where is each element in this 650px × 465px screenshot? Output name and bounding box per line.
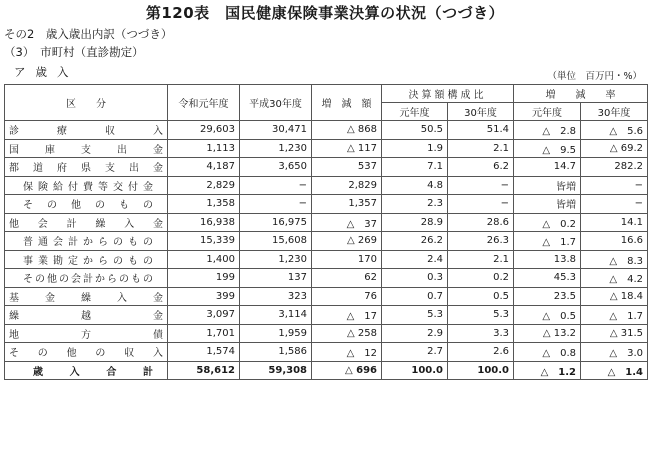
cell-rate-h30: △ 69.2 xyxy=(581,139,648,158)
row-label: 普通会計からのもの xyxy=(5,232,168,251)
row-label: 繰越金 xyxy=(5,306,168,325)
cell-comp-h30: 3.3 xyxy=(448,324,514,343)
cell-change: △ 868 xyxy=(312,121,382,140)
cell-rate-h30: △ 18.4 xyxy=(581,287,648,306)
cell-r1: 15,339 xyxy=(168,232,240,251)
cell-r1: 29,603 xyxy=(168,121,240,140)
cell-rate-r1: △ 1.2 xyxy=(514,361,581,380)
section-subtitle: その2 歳入歳出内訳（つづき） xyxy=(4,27,173,41)
cell-rate-r1: 14.7 xyxy=(514,158,581,177)
cell-r1: 1,701 xyxy=(168,324,240,343)
unit-note: （単位 百万円・%） xyxy=(547,71,642,82)
cell-r1: 4,187 xyxy=(168,158,240,177)
cell-h30: 59,308 xyxy=(240,361,312,380)
cell-rate-r1: 皆増 xyxy=(514,195,581,214)
row-label: 国庫支出金 xyxy=(5,139,168,158)
header-rate-r1: 元年度 xyxy=(514,103,581,121)
cell-rate-h30: △ 4.2 xyxy=(581,269,648,288)
cell-change: 2,829 xyxy=(312,176,382,195)
revenue-table xyxy=(4,84,648,380)
cell-comp-h30: 100.0 xyxy=(448,361,514,380)
cell-rate-r1: △ 0.8 xyxy=(514,343,581,362)
cell-comp-h30: − xyxy=(448,195,514,214)
cell-rate-r1: △ 2.8 xyxy=(514,121,581,140)
table-row xyxy=(5,139,648,158)
table-row-total xyxy=(5,361,648,380)
cell-change: △ 258 xyxy=(312,324,382,343)
table-row xyxy=(5,306,648,325)
cell-h30: 3,650 xyxy=(240,158,312,177)
header-change: 増 減 額 xyxy=(312,85,382,121)
cell-comp-h30: 5.3 xyxy=(448,306,514,325)
table-row xyxy=(5,158,648,177)
cell-rate-r1: 皆増 xyxy=(514,176,581,195)
cell-rate-h30: 16.6 xyxy=(581,232,648,251)
cell-rate-h30: △ 31.5 xyxy=(581,324,648,343)
cell-rate-h30: − xyxy=(581,195,648,214)
header-rate-h30: 30年度 xyxy=(581,103,648,121)
table-row xyxy=(5,176,648,195)
cell-rate-r1: △ 1.7 xyxy=(514,232,581,251)
page-title: 第120表 国民健康保険事業決算の状況（つづき） xyxy=(145,4,505,22)
header-rate: 増 減 率 xyxy=(514,85,648,103)
cell-h30: 15,608 xyxy=(240,232,312,251)
cell-comp-h30: 6.2 xyxy=(448,158,514,177)
cell-rate-r1: △ 0.2 xyxy=(514,213,581,232)
row-label: その他の収入 xyxy=(5,343,168,362)
cell-r1: 16,938 xyxy=(168,213,240,232)
cell-h30: − xyxy=(240,195,312,214)
table-row xyxy=(5,250,648,269)
cell-comp-h30: − xyxy=(448,176,514,195)
cell-change: 76 xyxy=(312,287,382,306)
cell-h30: 323 xyxy=(240,287,312,306)
cell-change: △ 269 xyxy=(312,232,382,251)
cell-comp-h30: 0.2 xyxy=(448,269,514,288)
row-label: 保険給付費等交付金 xyxy=(5,176,168,195)
cell-rate-r1: △ 0.5 xyxy=(514,306,581,325)
row-label: 基金繰入金 xyxy=(5,287,168,306)
cell-rate-r1: 45.3 xyxy=(514,269,581,288)
cell-comp-r1: 2.7 xyxy=(382,343,448,362)
cell-r1: 1,113 xyxy=(168,139,240,158)
cell-comp-h30: 2.1 xyxy=(448,250,514,269)
cell-r1: 1,358 xyxy=(168,195,240,214)
cell-comp-r1: 0.3 xyxy=(382,269,448,288)
cell-r1: 1,400 xyxy=(168,250,240,269)
cell-comp-r1: 2.9 xyxy=(382,324,448,343)
header-comp-r1: 元年度 xyxy=(382,103,448,121)
cell-rate-h30: △ 5.6 xyxy=(581,121,648,140)
row-label: 他会計繰入金 xyxy=(5,213,168,232)
table-row xyxy=(5,213,648,232)
header-composition: 決算額構成比 xyxy=(382,85,514,103)
cell-h30: 1,230 xyxy=(240,139,312,158)
row-label: その他のもの xyxy=(5,195,168,214)
row-label: 歳入合計 xyxy=(5,361,168,380)
cell-comp-r1: 0.7 xyxy=(382,287,448,306)
table-row xyxy=(5,121,648,140)
cell-h30: 1,230 xyxy=(240,250,312,269)
cell-r1: 399 xyxy=(168,287,240,306)
cell-r1: 58,612 xyxy=(168,361,240,380)
table-row xyxy=(5,287,648,306)
cell-change: △ 117 xyxy=(312,139,382,158)
row-label: 都道府県支出金 xyxy=(5,158,168,177)
cell-rate-h30: △ 8.3 xyxy=(581,250,648,269)
table-heading: ア歳入 xyxy=(14,65,79,79)
cell-h30: 137 xyxy=(240,269,312,288)
header-comp-h30: 30年度 xyxy=(448,103,514,121)
cell-comp-h30: 28.6 xyxy=(448,213,514,232)
cell-change: 62 xyxy=(312,269,382,288)
cell-change: 537 xyxy=(312,158,382,177)
cell-change: △ 696 xyxy=(312,361,382,380)
cell-comp-r1: 2.4 xyxy=(382,250,448,269)
cell-comp-r1: 2.3 xyxy=(382,195,448,214)
table-row xyxy=(5,269,648,288)
cell-h30: 30,471 xyxy=(240,121,312,140)
cell-r1: 2,829 xyxy=(168,176,240,195)
cell-r1: 1,574 xyxy=(168,343,240,362)
table-row xyxy=(5,195,648,214)
row-label: 地方債 xyxy=(5,324,168,343)
cell-rate-h30: △ 1.7 xyxy=(581,306,648,325)
cell-comp-h30: 2.6 xyxy=(448,343,514,362)
cell-comp-r1: 50.5 xyxy=(382,121,448,140)
cell-rate-h30: △ 3.0 xyxy=(581,343,648,362)
cell-rate-h30: − xyxy=(581,176,648,195)
cell-change: △ 37 xyxy=(312,213,382,232)
cell-comp-r1: 5.3 xyxy=(382,306,448,325)
cell-change: 170 xyxy=(312,250,382,269)
header-h30: 平成30年度 xyxy=(240,85,312,121)
cell-h30: 3,114 xyxy=(240,306,312,325)
header-category: 区 分 xyxy=(5,85,168,121)
cell-comp-r1: 4.8 xyxy=(382,176,448,195)
cell-comp-h30: 0.5 xyxy=(448,287,514,306)
cell-comp-r1: 28.9 xyxy=(382,213,448,232)
cell-change: △ 12 xyxy=(312,343,382,362)
cell-comp-r1: 100.0 xyxy=(382,361,448,380)
cell-comp-h30: 51.4 xyxy=(448,121,514,140)
row-label: 診療収入 xyxy=(5,121,168,140)
cell-h30: − xyxy=(240,176,312,195)
cell-h30: 1,959 xyxy=(240,324,312,343)
cell-h30: 16,975 xyxy=(240,213,312,232)
row-label: その他の会計からのもの xyxy=(5,269,168,288)
subsection-subtitle: （3） 市町村（直診勘定） xyxy=(4,45,144,59)
header-r1: 令和元年度 xyxy=(168,85,240,121)
cell-r1: 3,097 xyxy=(168,306,240,325)
cell-rate-r1: 23.5 xyxy=(514,287,581,306)
cell-rate-h30: 282.2 xyxy=(581,158,648,177)
table-row xyxy=(5,343,648,362)
cell-rate-h30: 14.1 xyxy=(581,213,648,232)
cell-comp-h30: 26.3 xyxy=(448,232,514,251)
cell-change: △ 17 xyxy=(312,306,382,325)
cell-r1: 199 xyxy=(168,269,240,288)
cell-comp-r1: 1.9 xyxy=(382,139,448,158)
cell-rate-r1: △ 13.2 xyxy=(514,324,581,343)
table-row xyxy=(5,324,648,343)
row-label: 事業勘定からのもの xyxy=(5,250,168,269)
cell-comp-r1: 7.1 xyxy=(382,158,448,177)
table-row xyxy=(5,232,648,251)
cell-rate-r1: △ 9.5 xyxy=(514,139,581,158)
cell-change: 1,357 xyxy=(312,195,382,214)
cell-rate-r1: 13.8 xyxy=(514,250,581,269)
cell-h30: 1,586 xyxy=(240,343,312,362)
cell-comp-r1: 26.2 xyxy=(382,232,448,251)
cell-rate-h30: △ 1.4 xyxy=(581,361,648,380)
cell-comp-h30: 2.1 xyxy=(448,139,514,158)
